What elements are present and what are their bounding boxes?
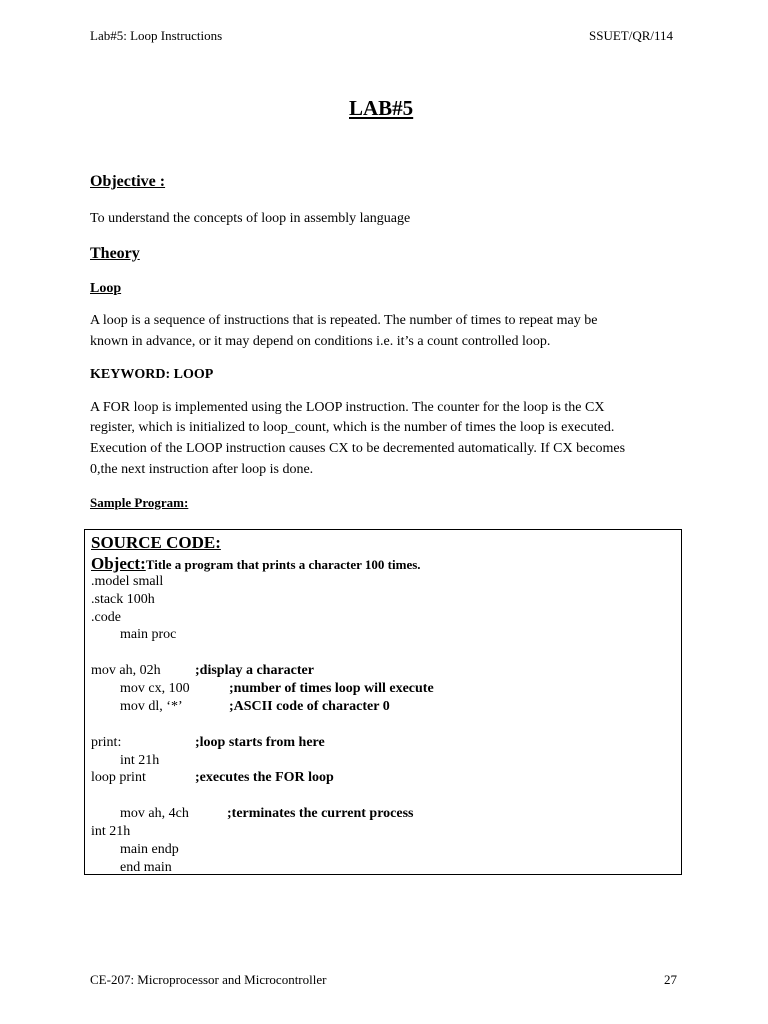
- code-line-end-main: end main: [120, 860, 172, 875]
- code-line-stack: .stack 100h: [91, 592, 155, 607]
- code-line-int21h-a: int 21h: [120, 753, 160, 768]
- code-comment-for-loop: ;executes the FOR loop: [195, 770, 334, 785]
- header-left: Lab#5: Loop Instructions: [90, 28, 223, 43]
- loop-text-line-2: known in advance, or it may depend on conditions i.e. it’s a count controlled loop.: [90, 334, 551, 349]
- footer-course: CE-207: Microprocessor and Microcontroller: [90, 972, 327, 987]
- code-line-mov-ah-02h: mov ah, 02h: [91, 663, 161, 678]
- code-line-model: .model small: [91, 574, 164, 589]
- code-line-mov-cx: mov cx, 100: [120, 681, 190, 696]
- loop-text-line-1: A loop is a sequence of instructions that is repeated. The number of times to repeat may be: [90, 313, 598, 328]
- code-line-main-endp: main endp: [120, 842, 179, 857]
- source-code-box: [84, 529, 682, 875]
- code-comment-display: ;display a character: [195, 663, 314, 678]
- for-text-line-4: 0,the next instruction after loop is done.: [90, 462, 314, 477]
- code-line-int21h-b: int 21h: [91, 824, 131, 839]
- objective-text: To understand the concepts of loop in assembly language: [90, 211, 411, 226]
- for-text-line-1: A FOR loop is implemented using the LOOP instruction. The counter for the loop is the CX: [90, 400, 605, 415]
- objective-heading: Objective :: [90, 173, 166, 190]
- keyword-heading: KEYWORD: LOOP: [90, 367, 214, 382]
- code-line-main-proc: main proc: [120, 627, 177, 642]
- for-text-line-3: Execution of the LOOP instruction causes CX to be decremented automatically. If CX becomes: [90, 441, 626, 456]
- page-title: LAB#5: [349, 96, 414, 120]
- page-number: 27: [664, 972, 677, 987]
- code-line-loop-print: loop print: [91, 770, 146, 785]
- loop-heading: Loop: [90, 281, 122, 296]
- theory-heading: Theory: [90, 245, 140, 262]
- code-line-mov-dl: mov dl, ‘*’: [120, 699, 183, 714]
- code-line-code: .code: [91, 610, 121, 625]
- source-code-heading: SOURCE CODE:: [91, 533, 221, 552]
- code-comment-loop-start: ;loop starts from here: [195, 735, 325, 750]
- sample-program-heading: Sample Program:: [90, 495, 189, 510]
- code-comment-times: ;number of times loop will execute: [229, 681, 434, 696]
- code-line-print-label: print:: [91, 735, 122, 750]
- code-comment-ascii: ;ASCII code of character 0: [229, 699, 390, 714]
- for-text-line-2: register, which is initialized to loop_count, which is the number of times the loop is executed.: [90, 420, 615, 435]
- header-right: SSUET/QR/114: [589, 28, 674, 43]
- object-line: [91, 554, 421, 574]
- code-line-mov-ah-4ch: mov ah, 4ch: [120, 806, 189, 821]
- object-text: Title a program that prints a character 100 times.: [145, 557, 421, 572]
- object-label: Object:: [91, 554, 146, 573]
- code-comment-terminate: ;terminates the current process: [227, 806, 414, 821]
